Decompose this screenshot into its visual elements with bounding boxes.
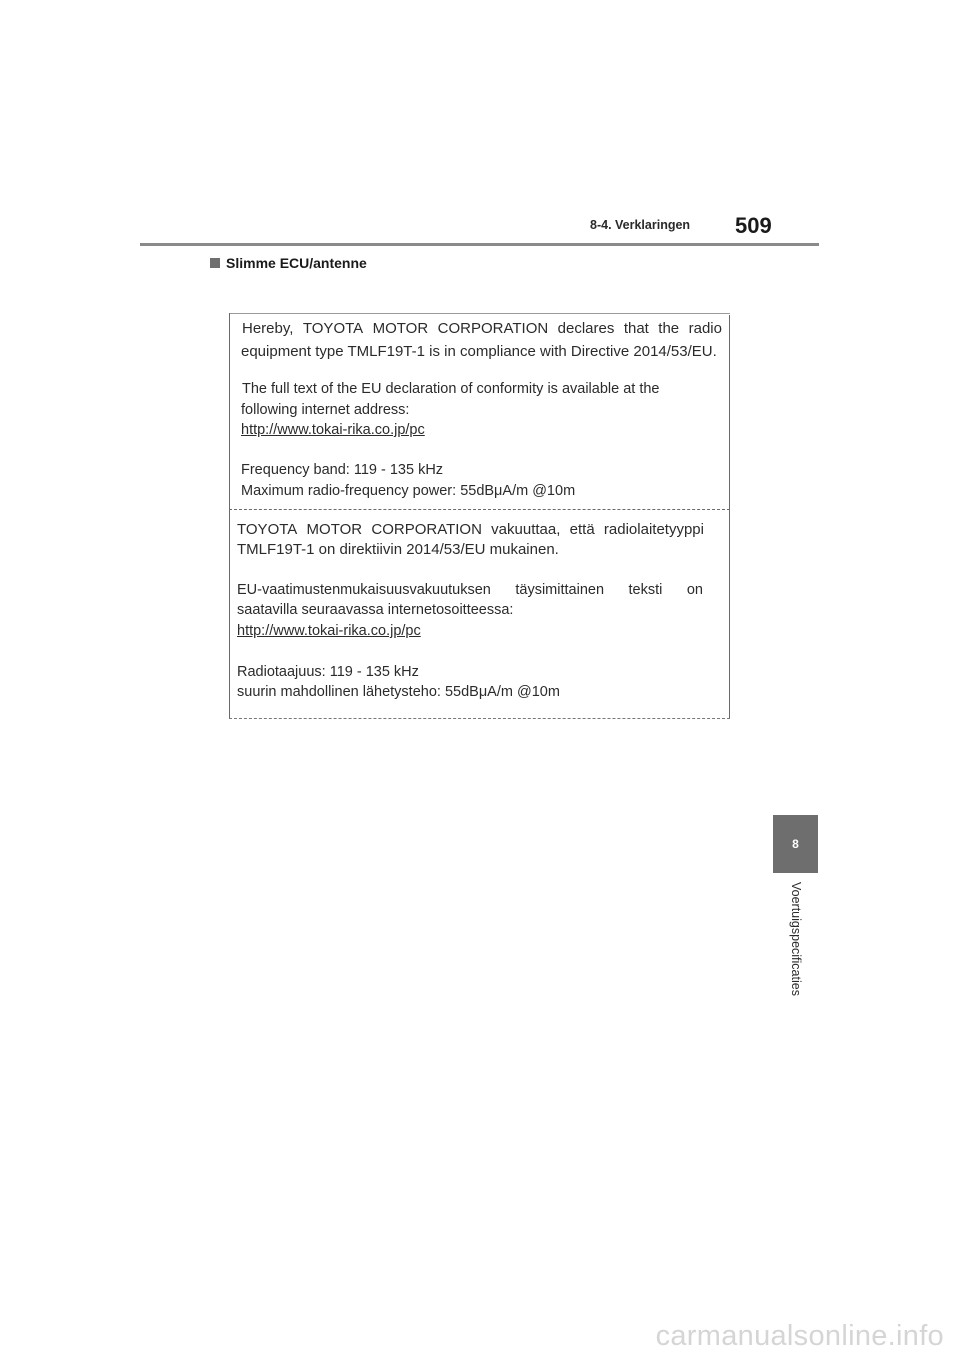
- fi-word: että: [569, 521, 595, 538]
- fi-word: MOTOR: [306, 521, 363, 538]
- fi-max-power: suurin mahdollinen lähetysteho: 55dBμA/m @10m: [237, 684, 560, 700]
- chapter-tab-label-wrap: [787, 882, 805, 1012]
- en-word: the: [658, 320, 680, 337]
- fi-line-2: TMLF19T-1 on direktiivin 2014/53/EU mukainen.: [237, 541, 559, 558]
- fi-word: täysimittainen: [515, 582, 605, 598]
- en-line-3: The full text of the EU declaration of conformity is available at the: [242, 381, 660, 397]
- fi-word: CORPORATION: [371, 521, 482, 538]
- en-word: radio: [688, 320, 722, 337]
- fi-line-1: [237, 522, 704, 537]
- en-word: MOTOR: [372, 320, 429, 337]
- en-max-power: Maximum radio-frequency power: 55dBμA/m @10m: [241, 483, 576, 499]
- fi-word: teksti: [628, 582, 663, 598]
- fi-word: on: [686, 582, 703, 598]
- scan-bottom-border: [229, 717, 730, 719]
- en-word: TOYOTA: [302, 320, 364, 337]
- fi-word: EU-vaatimustenmukaisuusvakuutuksen: [237, 582, 491, 598]
- en-frequency-band: Frequency band: 119 - 135 kHz: [241, 462, 444, 478]
- header-divider: [140, 243, 819, 246]
- scan-top-border: [229, 313, 730, 314]
- fi-word: radiolaitetyyppi: [603, 521, 704, 538]
- page-number: 509: [735, 213, 772, 238]
- en-word: declares: [557, 320, 615, 337]
- en-line-2: equipment type TMLF19T-1 is in compliance with Directive 2014/53/EU.: [241, 343, 717, 360]
- fi-url-link[interactable]: http://www.tokai-rika.co.jp/pc: [237, 623, 421, 639]
- en-word: that: [623, 320, 649, 337]
- square-bullet-icon: [210, 258, 220, 268]
- en-line-4: following internet address:: [241, 402, 410, 418]
- scan-left-border: [229, 313, 230, 719]
- header-section-title: 8-4. Verklaringen: [590, 218, 691, 232]
- en-word: CORPORATION: [437, 320, 549, 337]
- chapter-tab-number: 8: [792, 837, 799, 851]
- section-heading: [210, 255, 367, 271]
- en-url-link[interactable]: http://www.tokai-rika.co.jp/pc: [241, 422, 425, 438]
- chapter-tab[interactable]: [773, 815, 818, 873]
- fi-word: TOYOTA: [237, 521, 298, 538]
- en-line-1: [242, 321, 722, 336]
- section-heading-label: Slimme ECU/antenne: [226, 255, 367, 271]
- declaration-scan: [229, 313, 730, 719]
- scan-section-divider: [229, 509, 730, 510]
- site-watermark: carmanualsonline.info: [655, 1320, 944, 1352]
- fi-word: vakuuttaa,: [491, 521, 561, 538]
- en-word: Hereby,: [242, 320, 294, 337]
- fi-frequency-band: Radiotaajuus: 119 - 135 kHz: [237, 664, 419, 680]
- fi-line-4: saatavilla seuraavassa internetosoitteessa:: [237, 602, 514, 618]
- fi-line-3: [237, 583, 703, 598]
- chapter-tab-label: Voertuigspecificaties: [789, 882, 803, 996]
- scan-right-border: [729, 315, 730, 719]
